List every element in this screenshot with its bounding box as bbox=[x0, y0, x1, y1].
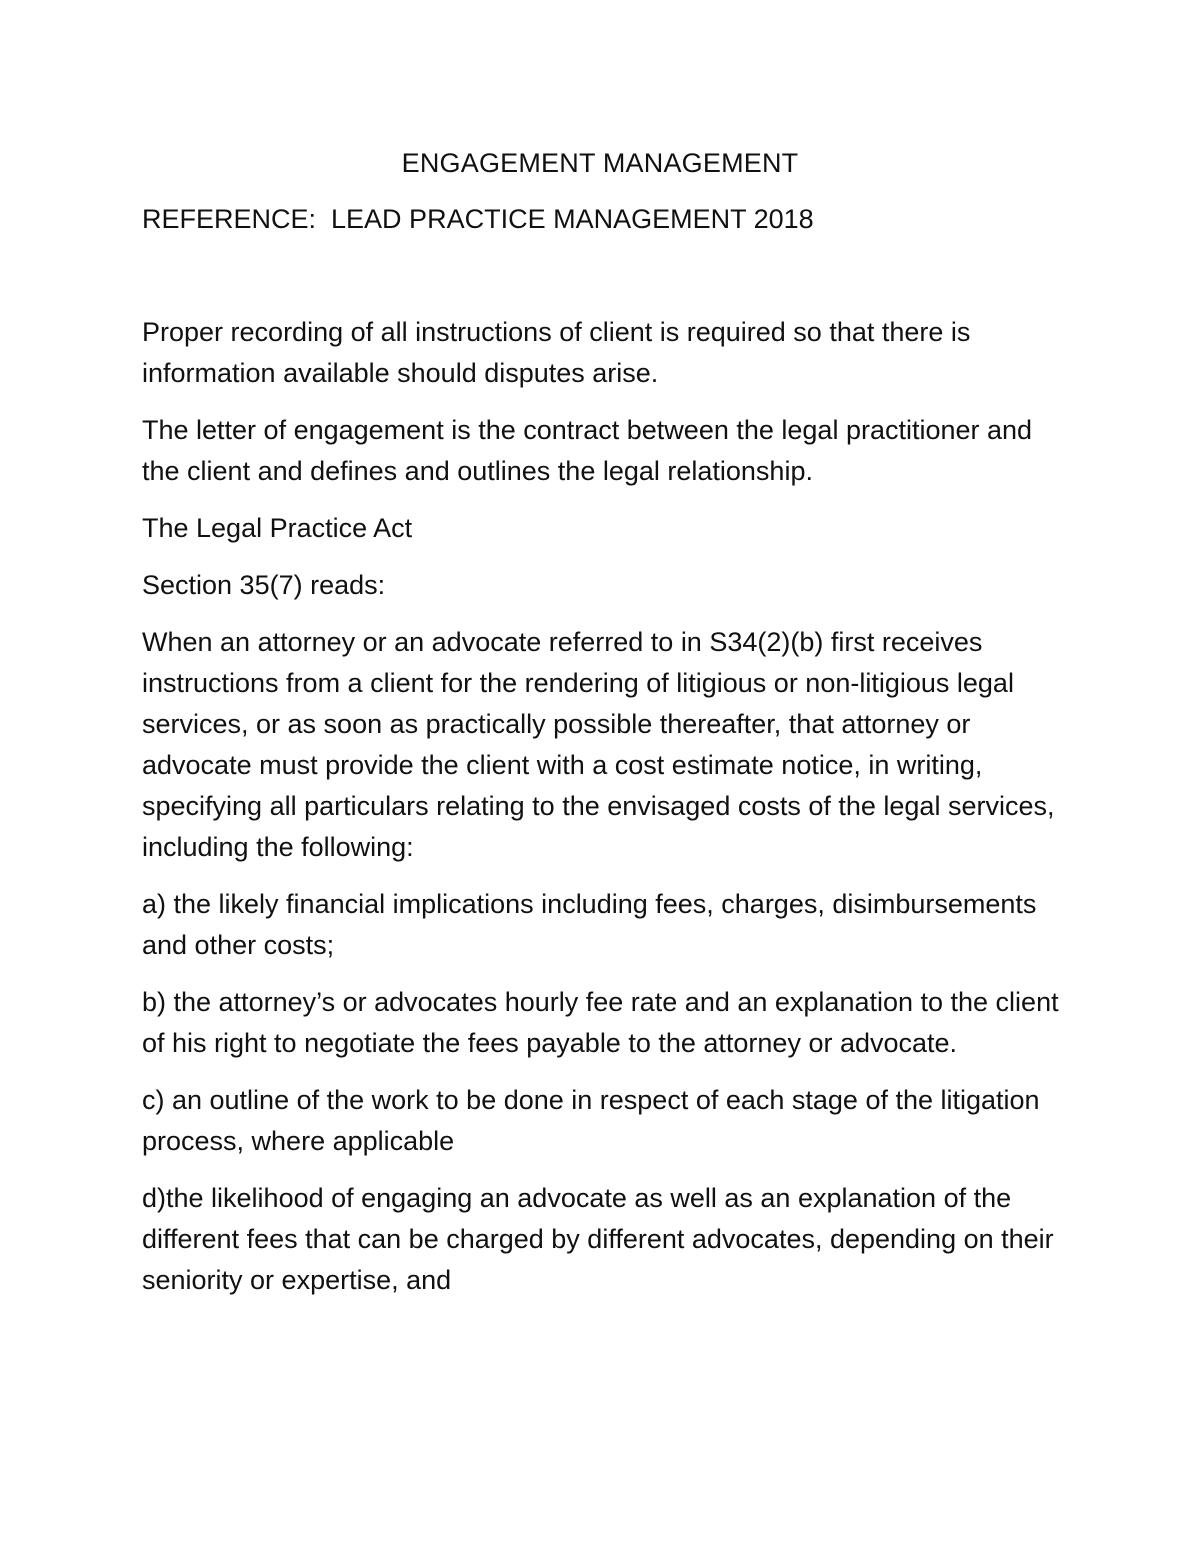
list-item-a: a) the likely financial implications including fees, charges, disimbursements and other costs; bbox=[142, 889, 1037, 960]
list-item-d: d)the likelihood of engaging an advocate as well as an explanation of the different fees that can be charged by different advocates, depending on their seniority or expertise, and bbox=[142, 1183, 1054, 1295]
list-item-b: b) the attorney’s or advocates hourly fee rate and an explanation to the client of his right to negotiate the fees payable to the attorney or advocate. bbox=[142, 987, 1059, 1058]
paragraph-act-heading: The Legal Practice Act bbox=[142, 513, 413, 543]
paragraph-section-text: When an attorney or an advocate referred to in S34(2)(b) first receives instructions from a client for the rendering of litigious or non-litigious legal services, or as soon as practically possible thereafter, that attorney or advocate must provide the client with a cost estimate notice, in writing, specifying all particulars relating to the envisaged costs of the legal services, including the following: bbox=[142, 627, 1055, 862]
document-title: ENGAGEMENT MANAGEMENT bbox=[401, 148, 799, 178]
paragraph-section-heading: Section 35(7) reads: bbox=[142, 570, 386, 600]
list-item-c: c) an outline of the work to be done in respect of each stage of the litigation process, where applicable bbox=[142, 1085, 1040, 1156]
paragraph-recording: Proper recording of all instructions of client is required so that there is information available should disputes arise. bbox=[142, 317, 971, 388]
document-reference: REFERENCE: LEAD PRACTICE MANAGEMENT 2018 bbox=[142, 204, 814, 234]
paragraph-letter-of-engagement: The letter of engagement is the contract between the legal practitioner and the client and defines and outlines the legal relationship. bbox=[142, 415, 1033, 486]
document-body bbox=[142, 312, 1067, 1317]
